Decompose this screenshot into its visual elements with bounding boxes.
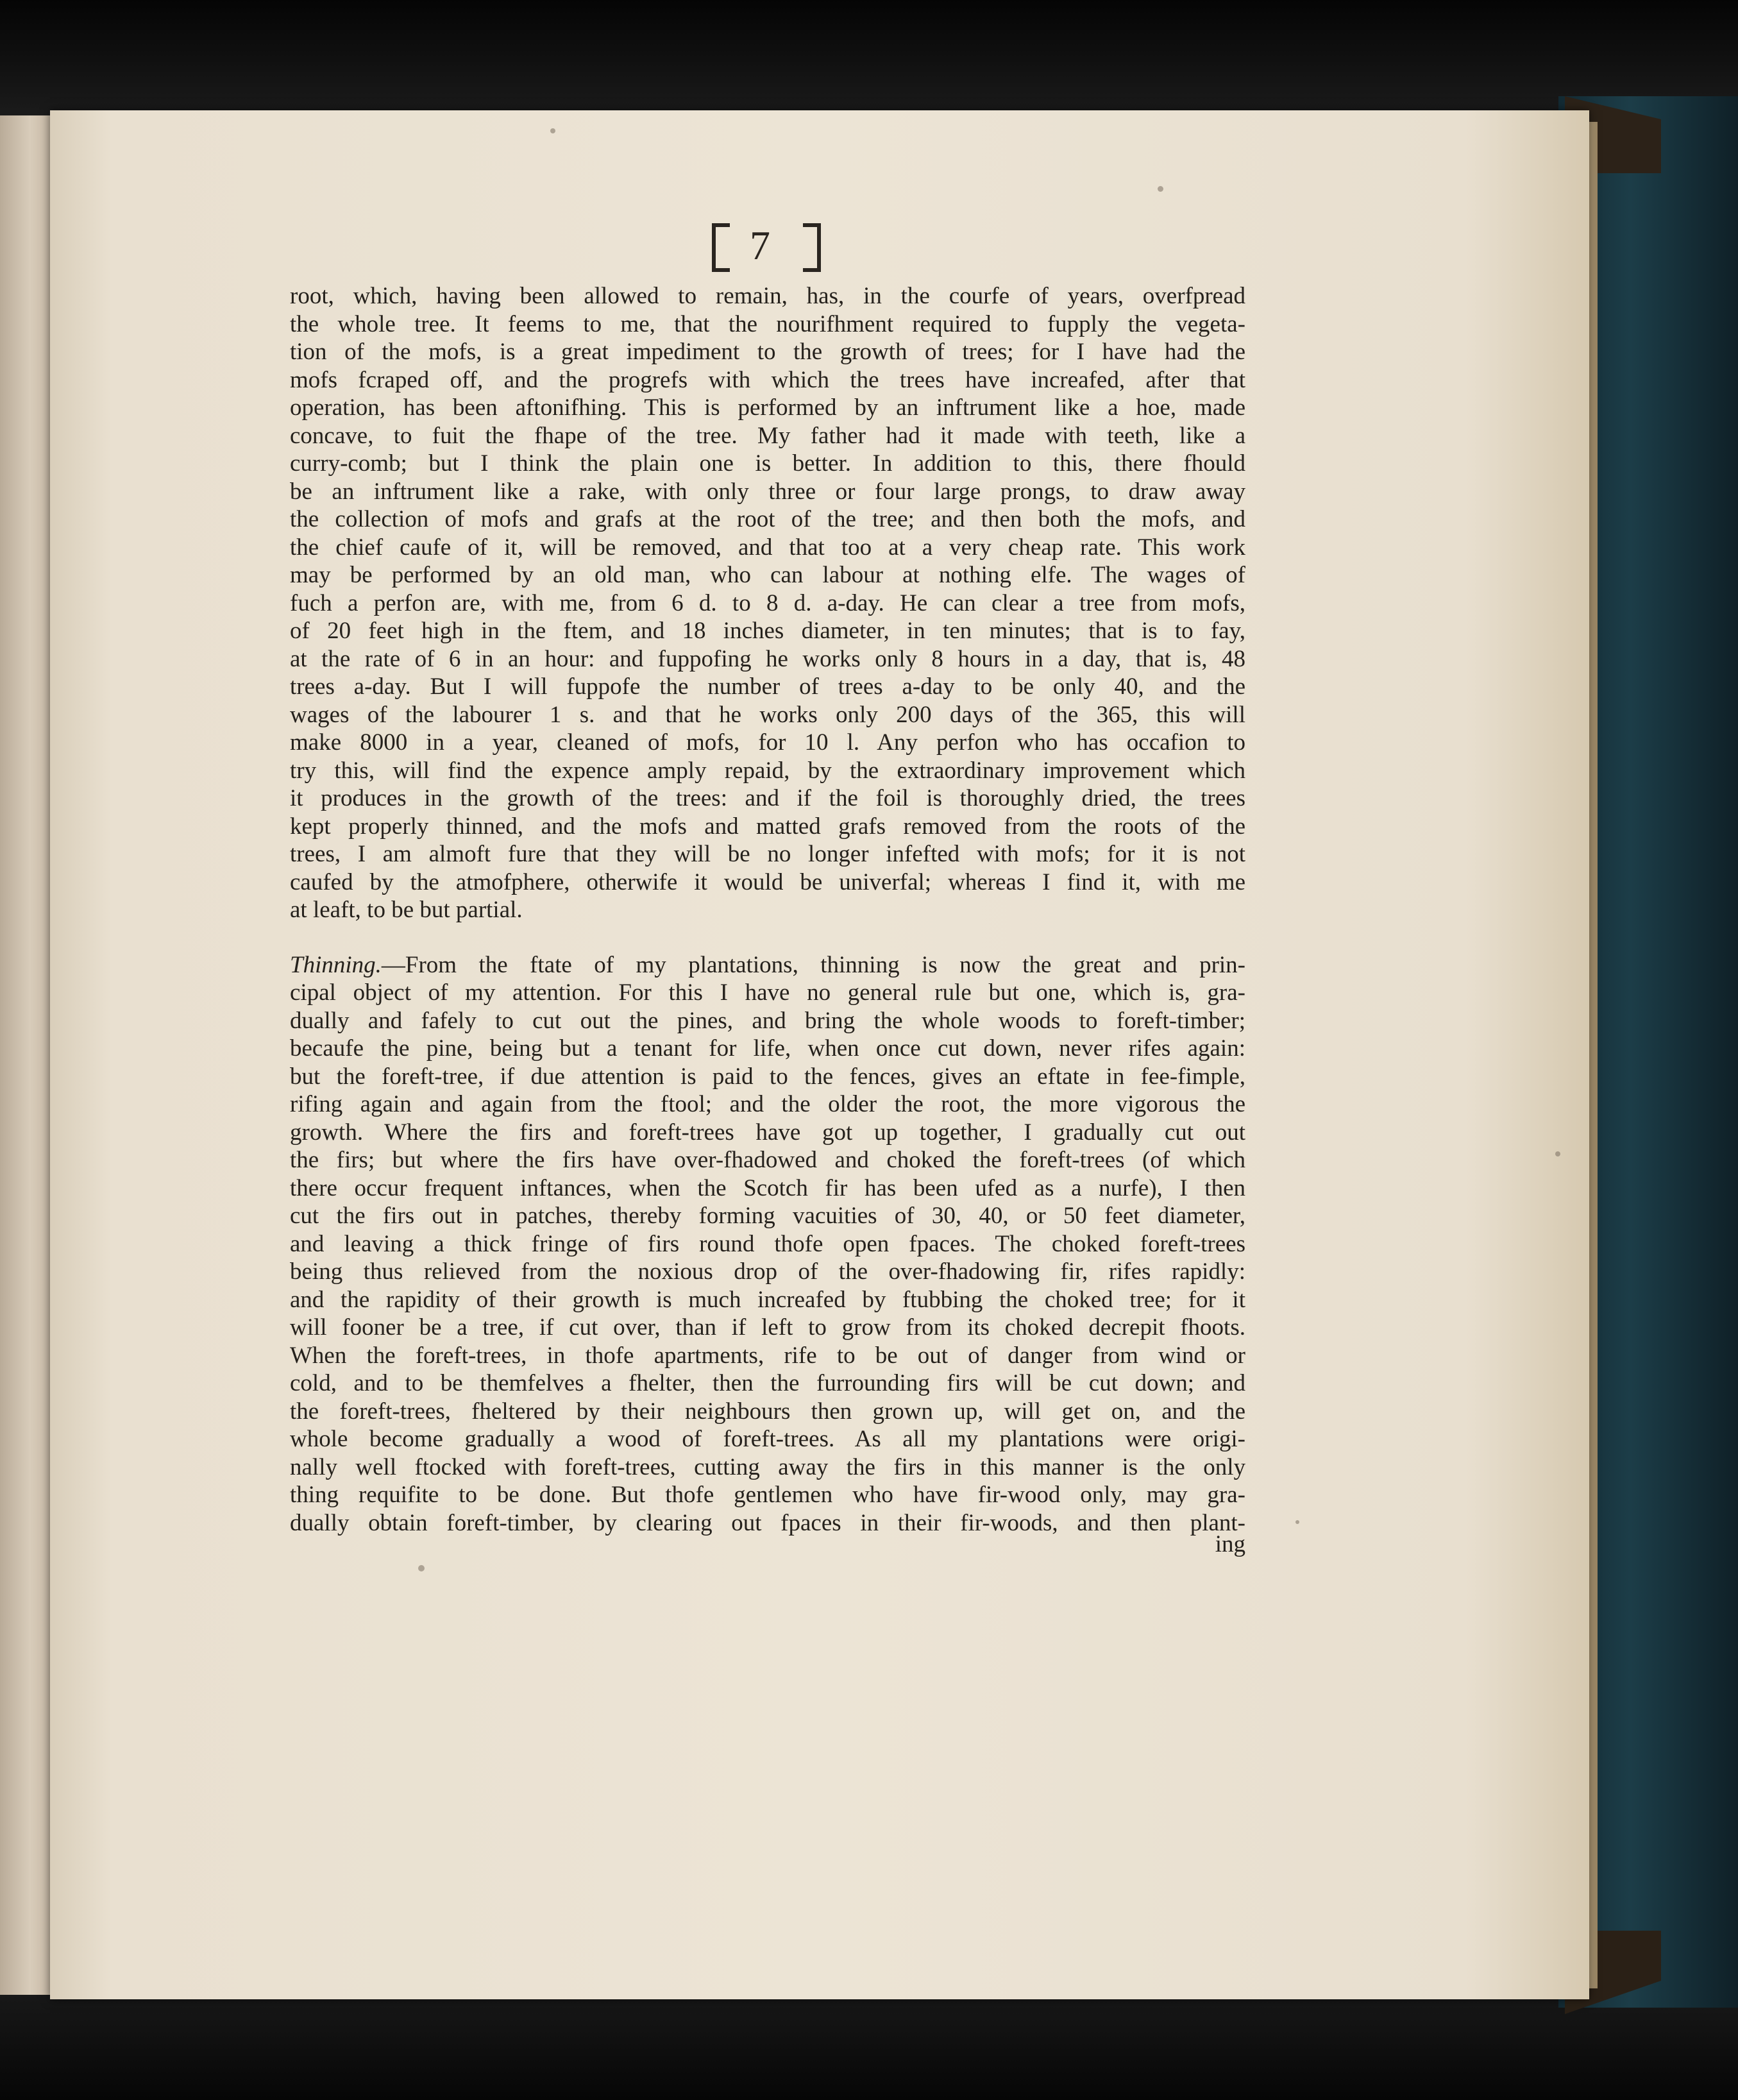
text-line: becaufe the pine, being but a tenant for life, when once cut down, never rifes again: — [290, 1035, 1245, 1062]
text-line: dually and fafely to cut out the pines, and bring the whole woods to foreft-timber; — [290, 1007, 1245, 1034]
text-line: cut the firs out in patches, thereby forming vacuities of 30, 40, or 50 feet diameter, — [290, 1203, 1245, 1229]
text-line: and the rapidity of their growth is much increafed by ftubbing the choked tree; for it — [290, 1286, 1245, 1313]
text-line: cold, and to be themfelves a fhelter, then the furrounding firs will be cut down; and — [290, 1370, 1245, 1396]
text-line: mofs fcraped off, and the progrefs with which the trees have increafed, after that — [290, 366, 1245, 393]
text-line: rifing again and again from the ftool; and the older the root, the more vigorous the — [290, 1091, 1245, 1117]
text-line: root, which, having been allowed to remain, has, in the courfe of years, overfpread — [290, 283, 1245, 309]
text-line: thing requifite to be done. But thofe gentlemen who have fir-wood only, may gra- — [290, 1482, 1245, 1508]
facing-page-edge — [0, 115, 55, 1995]
text-line: may be performed by an old man, who can labour at nothing elfe. The wages of — [290, 562, 1245, 588]
paragraph-gap — [290, 924, 1245, 951]
text-line: the whole tree. It feems to me, that the nourifhment required to fupply the vegeta- — [290, 310, 1245, 337]
body-text — [290, 282, 1245, 1537]
paper-speck — [1158, 186, 1163, 192]
page-number: 7 — [750, 223, 783, 268]
text-line: caufed by the atmofphere, otherwife it would be univerfal; whereas I find it, with me — [290, 868, 1245, 895]
paragraph — [290, 951, 1245, 1537]
paper-speck — [550, 128, 555, 133]
text-line: there occur frequent inftances, when the Scotch fir has been ufed as a nurfe), I then — [290, 1174, 1245, 1201]
text-line: and leaving a thick fringe of firs round thofe open fpaces. The choked foreft-trees — [290, 1230, 1245, 1257]
text-line: the firs; but where the firs have over-fhadowed and choked the foreft-trees (of which — [290, 1147, 1245, 1173]
text-line: make 8000 in a year, cleaned of mofs, for 10 l. Any perfon who has occafion to — [290, 729, 1245, 756]
paper-speck — [1295, 1520, 1299, 1524]
folio-bracket-right — [803, 223, 821, 272]
text-line: at the rate of 6 in an hour: and fuppofing he works only 8 hours in a day, that is, 48 — [290, 645, 1245, 672]
paragraph — [290, 282, 1245, 924]
text-line: will fooner be a tree, if cut over, than if left to grow from its choked decrepit fhoots. — [290, 1314, 1245, 1341]
dark-background-top — [0, 0, 1738, 122]
text-line: trees a-day. But I will fuppofe the number of trees a-day to be only 40, and the — [290, 673, 1245, 700]
text-line: cipal object of my attention. For this I have no general rule but one, which is, gra- — [290, 979, 1245, 1006]
text-line: dually obtain foreft-timber, by clearing out fpaces in their fir-woods, and then plant- — [290, 1509, 1245, 1536]
catchword: ing — [1215, 1531, 1245, 1557]
text-line: nally well ftocked with foreft-trees, cutting away the firs in this manner is the only — [290, 1453, 1245, 1480]
text-line: the collection of mofs and grafs at the root of the tree; and then both the mofs, and — [290, 506, 1245, 532]
text-line: operation, has been aftonifhing. This is performed by an inftrument like a hoe, made — [290, 394, 1245, 421]
text-line: whole become gradually a wood of foreft-trees. As all my plantations were origi- — [290, 1426, 1245, 1452]
text-line: but the foreft-tree, if due attention is paid to the fences, gives an eftate in fee-fimple, — [290, 1063, 1245, 1090]
text-line: wages of the labourer 1 s. and that he works only 200 days of the 365, this will — [290, 701, 1245, 728]
text-line: try this, will find the expence amply repaid, by the extraordinary improvement which — [290, 757, 1245, 784]
text-line: the foreft-trees, fheltered by their neighbours then grown up, will get on, and the — [290, 1398, 1245, 1425]
text-line: be an inftrument like a rake, with only three or four large prongs, to draw away — [290, 478, 1245, 505]
text-line: it produces in the growth of the trees: and if the foil is thoroughly dried, the trees — [290, 785, 1245, 811]
text-line: curry-comb; but I think the plain one is better. In addition to this, there fhould — [290, 450, 1245, 477]
text-line: tion of the mofs, is a great impediment to the growth of trees; for I have had the — [290, 339, 1245, 365]
text-line: at leaft, to be but partial. — [290, 897, 523, 923]
paper-speck — [1555, 1151, 1560, 1156]
text-line: the chief caufe of it, will be removed, and that too at a very cheap rate. This work — [290, 534, 1245, 561]
text-line: fuch a perfon are, with me, from 6 d. to 8 d. a-day. He can clear a tree from mofs, — [290, 589, 1245, 616]
text-line: When the foreft-trees, in thofe apartments, rife to be out of danger from wind or — [290, 1342, 1245, 1369]
text-line: trees, I am almoft fure that they will be no longer infefted with mofs; for it is not — [290, 841, 1245, 867]
text-line: Thinning.—From the ftate of my plantations, thinning is now the great and prin- — [290, 951, 1245, 978]
text-line: concave, to fuit the fhape of the tree. My father had it made with teeth, like a — [290, 422, 1245, 449]
section-heading-thinning: Thinning. — [290, 951, 382, 978]
text-line: growth. Where the firs and foreft-trees have got up together, I gradually cut out — [290, 1119, 1245, 1146]
text-line: kept properly thinned, and the mofs and matted grafs removed from the roots of the — [290, 813, 1245, 840]
dark-background-bottom — [0, 1982, 1738, 2100]
text-line: being thus relieved from the noxious drop of the over-fhadowing fir, rifes rapidly: — [290, 1258, 1245, 1285]
text-line: of 20 feet high in the ftem, and 18 inches diameter, in ten minutes; that is to fay, — [290, 618, 1245, 644]
paper-speck — [418, 1565, 425, 1571]
